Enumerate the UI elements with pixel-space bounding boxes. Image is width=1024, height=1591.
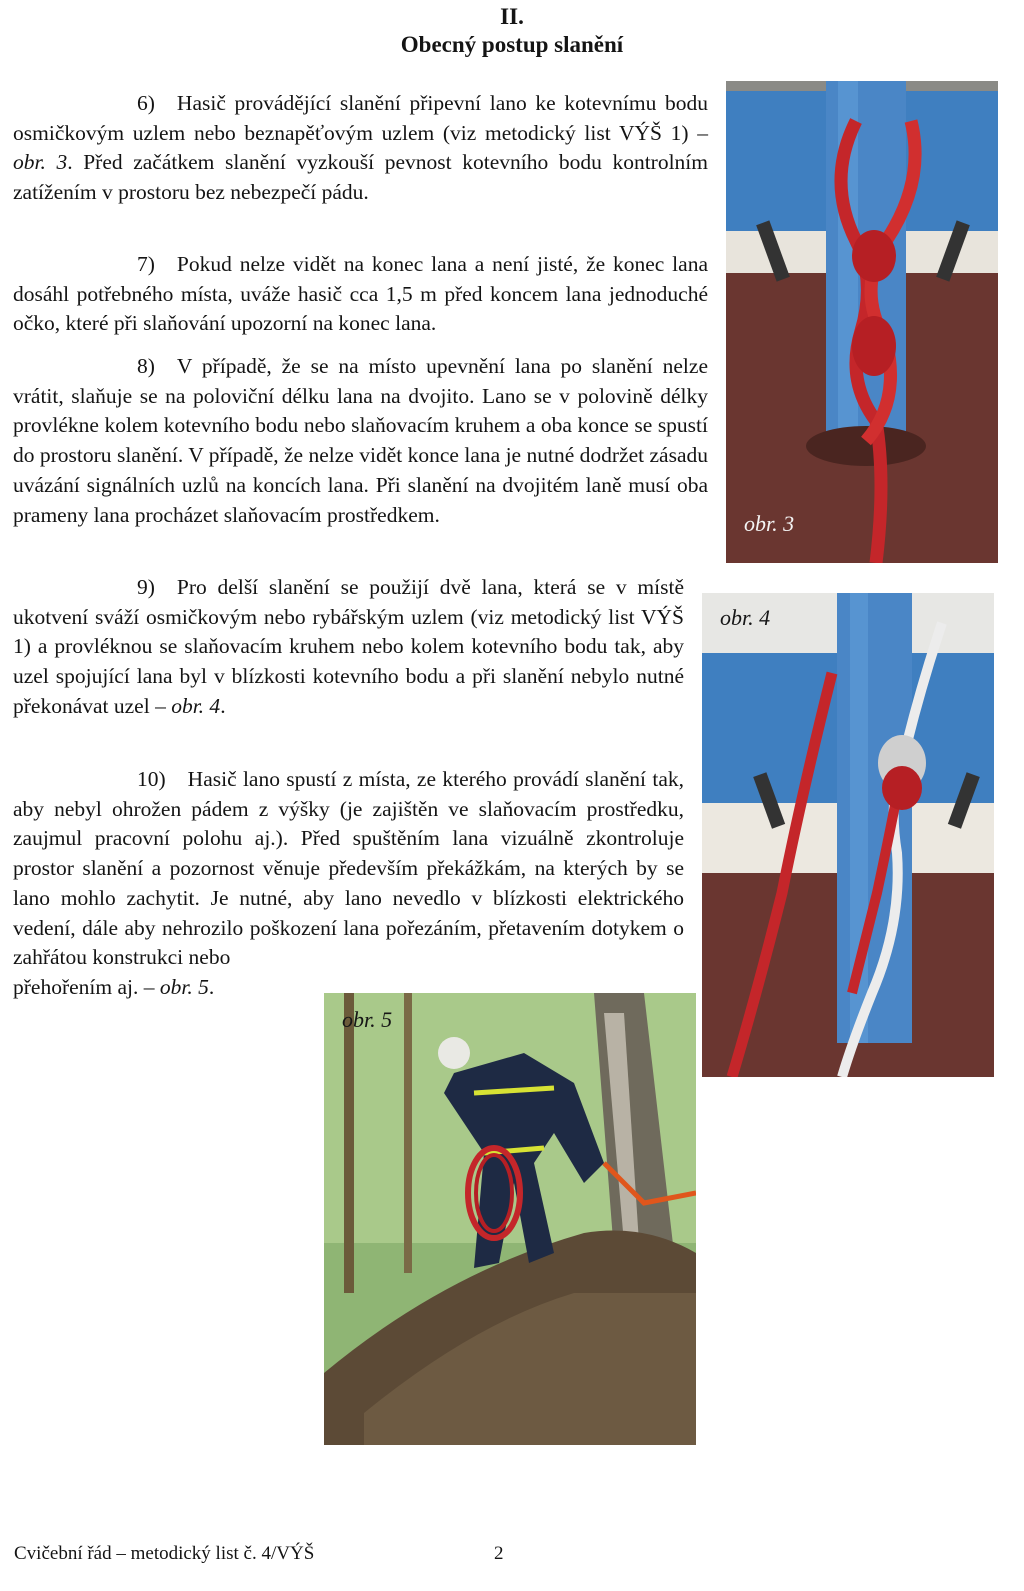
figure-reference: obr. 3: [13, 150, 68, 175]
figure-3-label: obr. 3: [744, 511, 795, 536]
paragraph-8: [13, 352, 708, 530]
figure-5-label: obr. 5: [342, 1007, 393, 1032]
figure-4-label: obr. 4: [720, 605, 771, 630]
page-number: 2: [494, 1543, 504, 1564]
figure-3-illustration: [726, 81, 998, 563]
paragraph-number: 6): [137, 91, 155, 115]
paragraph-number: 8): [137, 354, 155, 378]
figure-4-photo: [702, 593, 994, 1077]
paragraph-text: Hasič provádějící slanění připevní lano ke kotevnímu bodu osmičkovým uzlem nebo beznapěťovým uzlem (viz metodický list VÝŠ 1) –: [13, 91, 708, 145]
figure-5-photo: [324, 993, 696, 1445]
figure-3-photo: [726, 81, 998, 563]
paragraph-text: přehořením aj. –: [13, 974, 160, 999]
paragraph-text: Pro delší slanění se použijí dvě lana, která se v místě ukotvení sváží osmičkovým nebo rybářským uzlem (viz metodický list VÝŠ 1) a provléknou se slaňovacím kruhem nebo kolem kotevního bodu tak, aby uzel spojující lana byl v blízkosti kotevního bodu a při slanění nebylo nutné překonávat uzel –: [13, 575, 684, 718]
paragraph-text: . Před začátkem slanění vyzkouší pevnost kotevního bodu kontrolním zatížením v prostoru bez nebezpečí pádu.: [13, 150, 708, 205]
paragraph-text: .: [208, 974, 215, 999]
section-number: II.: [500, 4, 524, 29]
paragraph-text: .: [220, 693, 226, 718]
figure-4-illustration: [702, 593, 994, 1077]
paragraph-text: Pokud nelze vidět na konec lana a není jisté, že konec lana dosáhl potřebného místa, uváže hasič cca 1,5 m před koncem lana jednoduché očko, které při slaňování upozorní na konec lana.: [13, 252, 708, 336]
section-title: Obecný postup slanění: [400, 32, 624, 57]
paragraph-10: [13, 765, 684, 1003]
paragraph-text: V případě, že se na místo upevnění lana po slanění nelze vrátit, slaňuje se na poloviční délku lana na dvojito. Lano se v polovině délky provlékne kolem kotevního bodu nebo slaňovacím kruhem a oba konce se spustí do prostoru slanění. V případě, že nelze vidět konce lana je nutné dodržet zásadu uvázání signálních uzlů na koncích lana. Při slanění na dvojitém laně musí oba prameny lana procházet slaňovacím prostředkem.: [13, 354, 708, 527]
figure-reference: obr. 5: [159, 974, 209, 999]
footer-text: Cvičební řád – metodický list č. 4/VÝŠ: [14, 1543, 315, 1564]
paragraph-number: 10): [137, 767, 166, 791]
paragraph-6: [13, 89, 708, 208]
paragraph-number: 9): [137, 575, 155, 599]
paragraph-7: [13, 250, 708, 339]
paragraph-9: [13, 573, 684, 722]
paragraph-text: Hasič lano spustí z místa, ze kterého provádí slanění tak, aby nebyl ohrožen pádem z výšky (je zajištěn ve slaňovacím prostředku, zaujmul pracovní polohu aj.). Před spuštěním lana vizuálně zkontroluje prostor slanění a pozornost věnuje především překážkám, na kterých by se lano mohlo zachytit. Je nutné, aby lano nevedlo v blízkosti elektrického vedení, dále aby nehrozilo poškození lana pořezáním, přetavením dotykem o zahřátou konstrukci nebo: [13, 767, 684, 970]
figure-5-illustration: [324, 993, 696, 1445]
figure-reference: obr. 4: [171, 693, 221, 718]
paragraph-number: 7): [137, 252, 155, 276]
